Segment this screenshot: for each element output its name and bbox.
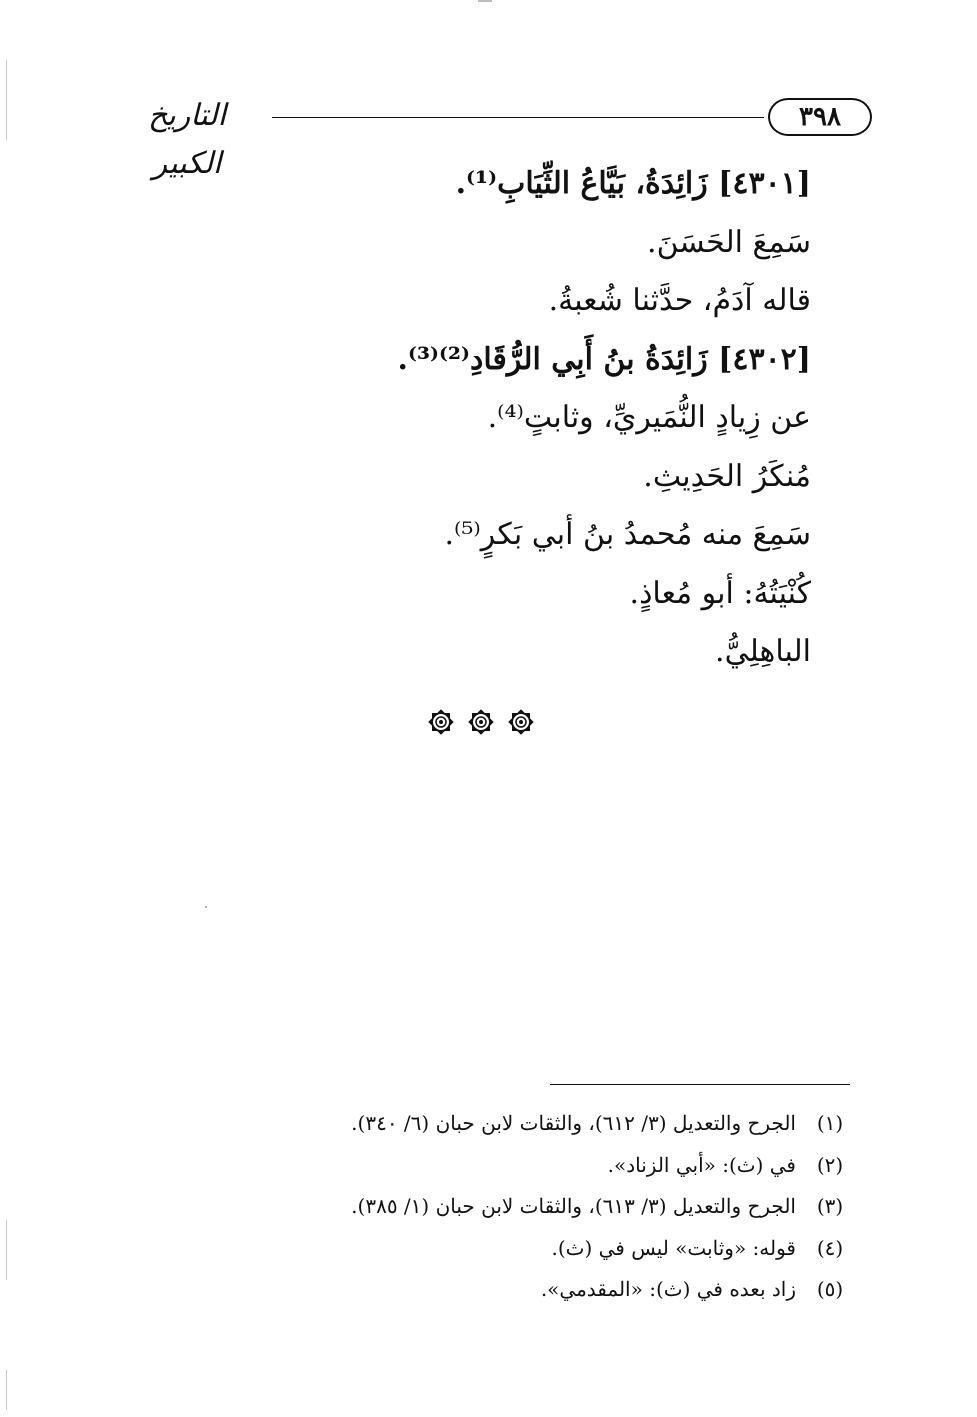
eight-point-star-ornament-icon: [424, 705, 458, 739]
entry-line: قاله آدَمُ، حدَّثنا شُعبةُ.: [548, 283, 811, 318]
running-title: التاريخ الكبير: [148, 98, 226, 181]
entry-line: عن زِيادٍ النُّمَيريِّ، وثابتٍ⁽⁴⁾.: [487, 400, 811, 435]
footnote-number: (١): [816, 1111, 844, 1135]
page-number: ٣٩٨: [768, 98, 872, 136]
scan-edge-line: [6, 1220, 7, 1280]
main-text: [171, 155, 811, 682]
footnote-text: الجرح والتعديل (٣/ ٦١٣)، والثقات لابن حبان (١/ ٣٨٥).: [351, 1194, 796, 1218]
scan-edge-line: [6, 60, 7, 140]
footnote-item: [250, 1145, 850, 1187]
footnote-number: (٥): [816, 1277, 844, 1301]
entry-line: سَمِعَ الحَسَنَ.: [647, 224, 811, 260]
footnote-item: [250, 1186, 850, 1228]
header-rule: [272, 117, 764, 118]
footnote-item: [250, 1269, 850, 1311]
scan-edge-line: [6, 1370, 7, 1410]
footnote-text: الجرح والتعديل (٣/ ٦١٢)، والثقات لابن حبان (٦/ ٣٤٠).: [351, 1111, 796, 1135]
page-header: [112, 92, 872, 181]
section-divider-ornaments: [424, 705, 544, 741]
entry-heading: [٤٣٠١] زَائِدَةُ، بَيَّاعُ الثِّيَابِ⁽¹⁾.: [455, 166, 811, 201]
footnote-text: قوله: «وثابت» ليس في (ث).: [551, 1235, 796, 1260]
footnote-item: [250, 1103, 850, 1145]
entry-line: مُنكَرُ الحَدِيثِ.: [643, 458, 811, 494]
footnote-separator: [550, 1084, 850, 1085]
footnote-item: [250, 1228, 850, 1270]
scan-speck: [205, 906, 207, 908]
entry-heading: [٤٣٠٢] زَائِدَةُ بنُ أَبِي الرُّقَادِ⁽²⁾⁽³⁾.: [397, 341, 811, 377]
footnote-number: (٢): [816, 1152, 844, 1177]
footnote-number: (٣): [816, 1194, 844, 1218]
eight-point-star-ornament-icon: [504, 705, 538, 739]
scan-top-mark: [478, 0, 492, 2]
eight-point-star-ornament-icon: [464, 705, 498, 739]
entry-line: كُنْيَتُهُ: أبو مُعاذٍ.: [629, 575, 811, 611]
footnote-text: في (ث): «أبي الزناد».: [607, 1152, 796, 1177]
footnotes: [250, 1103, 850, 1311]
entry-line: الباهِلِيُّ.: [715, 634, 811, 669]
footnote-text: زاد بعده في (ث): «المقدمي».: [540, 1277, 796, 1301]
entry-line: سَمِعَ منه مُحمدُ بنُ أبي بَكرٍ⁽⁵⁾.: [444, 517, 811, 552]
footnote-number: (٤): [816, 1235, 844, 1260]
